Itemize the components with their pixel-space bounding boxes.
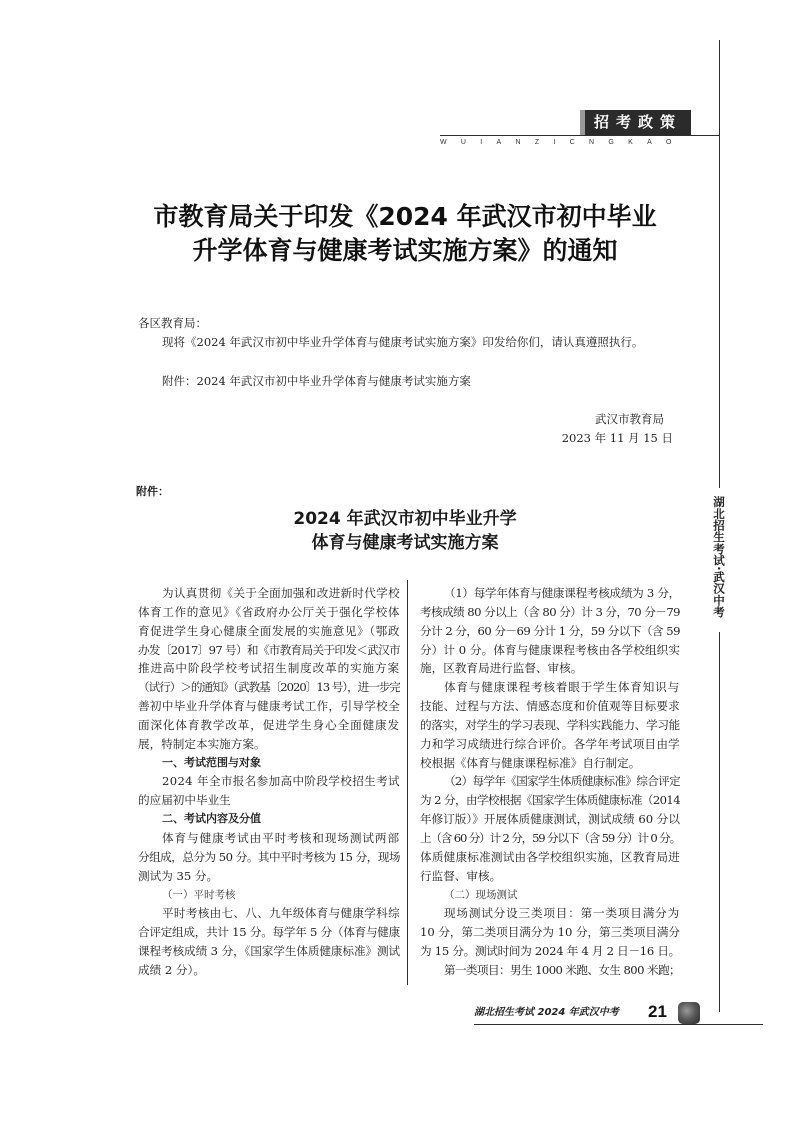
body-line — [138, 961, 400, 980]
line-text: 面深化体育教学改革，促进学生身心全面健康发 — [138, 717, 400, 732]
body-line — [138, 942, 400, 961]
body-line — [138, 584, 400, 603]
body-line — [138, 791, 400, 810]
line-text: （1）每学年体育与健康课程考核成绩为 3 分， — [444, 586, 680, 600]
notice-attachment: 附件：2024 年武汉市初中毕业升学体育与健康考试实施方案 — [162, 374, 471, 388]
line-text: 分计 2 分，60 分－69 分计 1 分，59 分以下（含 59 — [420, 623, 680, 638]
line-text: （试行）＞的通知》（武教基〔2020〕13 号），进一步完 — [138, 680, 400, 695]
body-line — [420, 659, 680, 678]
line-text: 平时考核由七、八、九年级体育与健康学科综 — [162, 906, 400, 921]
body-line — [420, 942, 680, 961]
line-text: 为 15 分。测试时间为 2024 年 4 月 2 日－16 日。 — [420, 944, 680, 959]
line-text: 成绩 2 分）。 — [138, 962, 205, 977]
body-line — [420, 716, 680, 735]
body-line — [420, 754, 680, 773]
line-text: 年修订版）》开展体质健康测试，测试成绩 60 分以 — [420, 812, 680, 827]
line-text: 技能、过程与方法、情感态度和价值观等目标要求 — [420, 699, 680, 714]
line-text: 行监督、审核。 — [420, 868, 502, 883]
line-text: 合评定组成，共计 15 分。每学年 5 分（体育与健康 — [138, 925, 400, 940]
line-text: 分）计 0 分。体育与健康课程考核由各学校组织实 — [420, 642, 680, 657]
line-text: 体育工作的意见》《省政府办公厅关于强化学校体 — [138, 604, 400, 619]
appendix-label: 附件： — [136, 485, 169, 498]
body-line — [420, 904, 680, 923]
body-line — [420, 867, 680, 886]
left-column — [138, 584, 400, 980]
line-text: 2024 年全市报名参加高中阶段学校招生考试 — [162, 774, 400, 789]
line-text: （一）平时考核 — [162, 888, 236, 901]
body-line — [138, 678, 400, 697]
page-title — [90, 200, 720, 268]
body-line — [420, 961, 680, 980]
line-text: 体质健康标准测试由各学校组织实施，区教育局进 — [420, 849, 680, 864]
line-text: （2）每学年《国家学生体质健康标准》综合评定 — [444, 774, 680, 789]
body-line — [420, 923, 680, 942]
section-pinyin: WUIANZICNGKAO — [440, 139, 686, 146]
body-line — [138, 772, 400, 791]
appendix-title — [90, 507, 720, 555]
line-text: 现场测试分设三类项目：第一类项目满分为 — [444, 906, 680, 921]
section-label: 招考政策 — [580, 110, 691, 135]
section-heading — [138, 810, 400, 829]
body-line — [138, 622, 400, 641]
right-column — [420, 584, 680, 980]
body-line — [138, 867, 400, 886]
section-heading — [138, 886, 400, 905]
line-text: 一、考试范围与对象 — [162, 755, 261, 769]
body-line — [138, 641, 400, 660]
section-heading — [420, 886, 680, 905]
line-text: 为认真贯彻《关于全面加强和改进新时代学校 — [162, 586, 400, 600]
column-divider — [407, 580, 408, 985]
body-line — [420, 603, 680, 622]
line-text: 的落实，对学生的学习表现、学科实践能力、学习能 — [420, 717, 680, 732]
body-line — [420, 829, 680, 848]
line-text: 育促进学生身心健康全面发展的实施意见》（鄂政 — [138, 623, 400, 638]
line-text: 推进高中阶段学校考试招生制度改革的实施方案 — [138, 661, 400, 676]
title-line-1: 市教育局关于印发《2024 年武汉市初中毕业 — [153, 202, 657, 231]
line-text: 二、考试内容及分值 — [162, 812, 261, 826]
line-text: 体育与健康考试由平时考核和现场测试两部 — [162, 830, 400, 845]
line-text: 展，特制定本实施方案。 — [138, 736, 266, 751]
line-text: 课程考核成绩 3 分，《国家学生体质健康标准》测试 — [138, 944, 400, 959]
title-line-2: 升学体育与健康考试实施方案》的通知 — [192, 236, 618, 265]
line-text: 测试为 35 分。 — [138, 868, 219, 883]
notice-salutation: 各区教育局： — [138, 316, 207, 330]
body-line — [138, 716, 400, 735]
footer-ornament — [678, 1002, 700, 1024]
footer-magazine-name: 湖北招生考试 2024 年武汉中考 — [474, 1007, 619, 1018]
body-line — [138, 603, 400, 622]
line-text: 10 分，第二类项目满分为 10 分，第三类项目满分 — [420, 925, 680, 940]
body-line — [420, 641, 680, 660]
body-line — [420, 622, 680, 641]
line-text: 善初中毕业升学体育与健康考试工作，引导学校全 — [138, 699, 400, 714]
line-text: 校根据《体育与健康课程标准》自行制定。 — [420, 755, 641, 770]
line-text: 施，区教育局进行监督、审核。 — [420, 661, 583, 676]
body-line — [420, 735, 680, 754]
section-heading — [138, 754, 400, 773]
header-rule — [440, 135, 720, 136]
line-text: 第一类项目：男生 1000 米跑、女生 800 米跑； — [444, 962, 680, 977]
body-line — [138, 829, 400, 848]
body-line — [420, 791, 680, 810]
vertical-rule-bottom — [719, 632, 720, 1012]
body-line — [420, 810, 680, 829]
appendix-title-line-2: 体育与健康考试实施方案 — [311, 533, 499, 553]
line-text: 上（含 60 分）计 2 分，59 分以下（含 59 分）计 0 分。 — [420, 830, 680, 845]
body-line — [138, 735, 400, 754]
footer-rule — [474, 1024, 763, 1025]
line-text: 办发〔2017〕97 号）和《市教育局关于印发＜武汉市 — [138, 642, 400, 657]
line-text: 的应届初中毕业生 — [138, 793, 231, 808]
body-line — [420, 678, 680, 697]
sidebar-label: 湖北招生考试·武汉中考 — [711, 496, 727, 628]
line-text: 力和学习成绩进行综合评价。各学年考试项目由学 — [420, 736, 680, 751]
body-line — [420, 772, 680, 791]
line-text: 为 2 分，由学校根据《国家学生体质健康标准（2014 — [420, 793, 680, 808]
body-line — [138, 904, 400, 923]
line-text: （二）现场测试 — [444, 888, 518, 901]
page-number: 21 — [648, 1002, 667, 1021]
line-text: 体育与健康课程考核着眼于学生体育知识与 — [444, 680, 680, 695]
line-text: 分组成，总分为 50 分。其中平时考核为 15 分，现场 — [138, 849, 400, 864]
body-line — [420, 848, 680, 867]
body-line — [138, 697, 400, 716]
notice-issuer: 武汉市教育局 — [595, 412, 664, 426]
body-line — [138, 923, 400, 942]
body-line — [420, 584, 680, 603]
notice-date: 2023 年 11 月 15 日 — [561, 431, 673, 445]
body-line — [138, 848, 400, 867]
appendix-title-line-1: 2024 年武汉市初中毕业升学 — [293, 509, 517, 529]
notice-body: 现将《2024 年武汉市初中毕业升学体育与健康考试实施方案》印发给你们，请认真遵照执行。 — [162, 335, 644, 349]
body-line — [138, 659, 400, 678]
body-line — [420, 697, 680, 716]
line-text: 考核成绩 80 分以上（含 80 分）计 3 分，70 分－79 — [420, 604, 680, 619]
